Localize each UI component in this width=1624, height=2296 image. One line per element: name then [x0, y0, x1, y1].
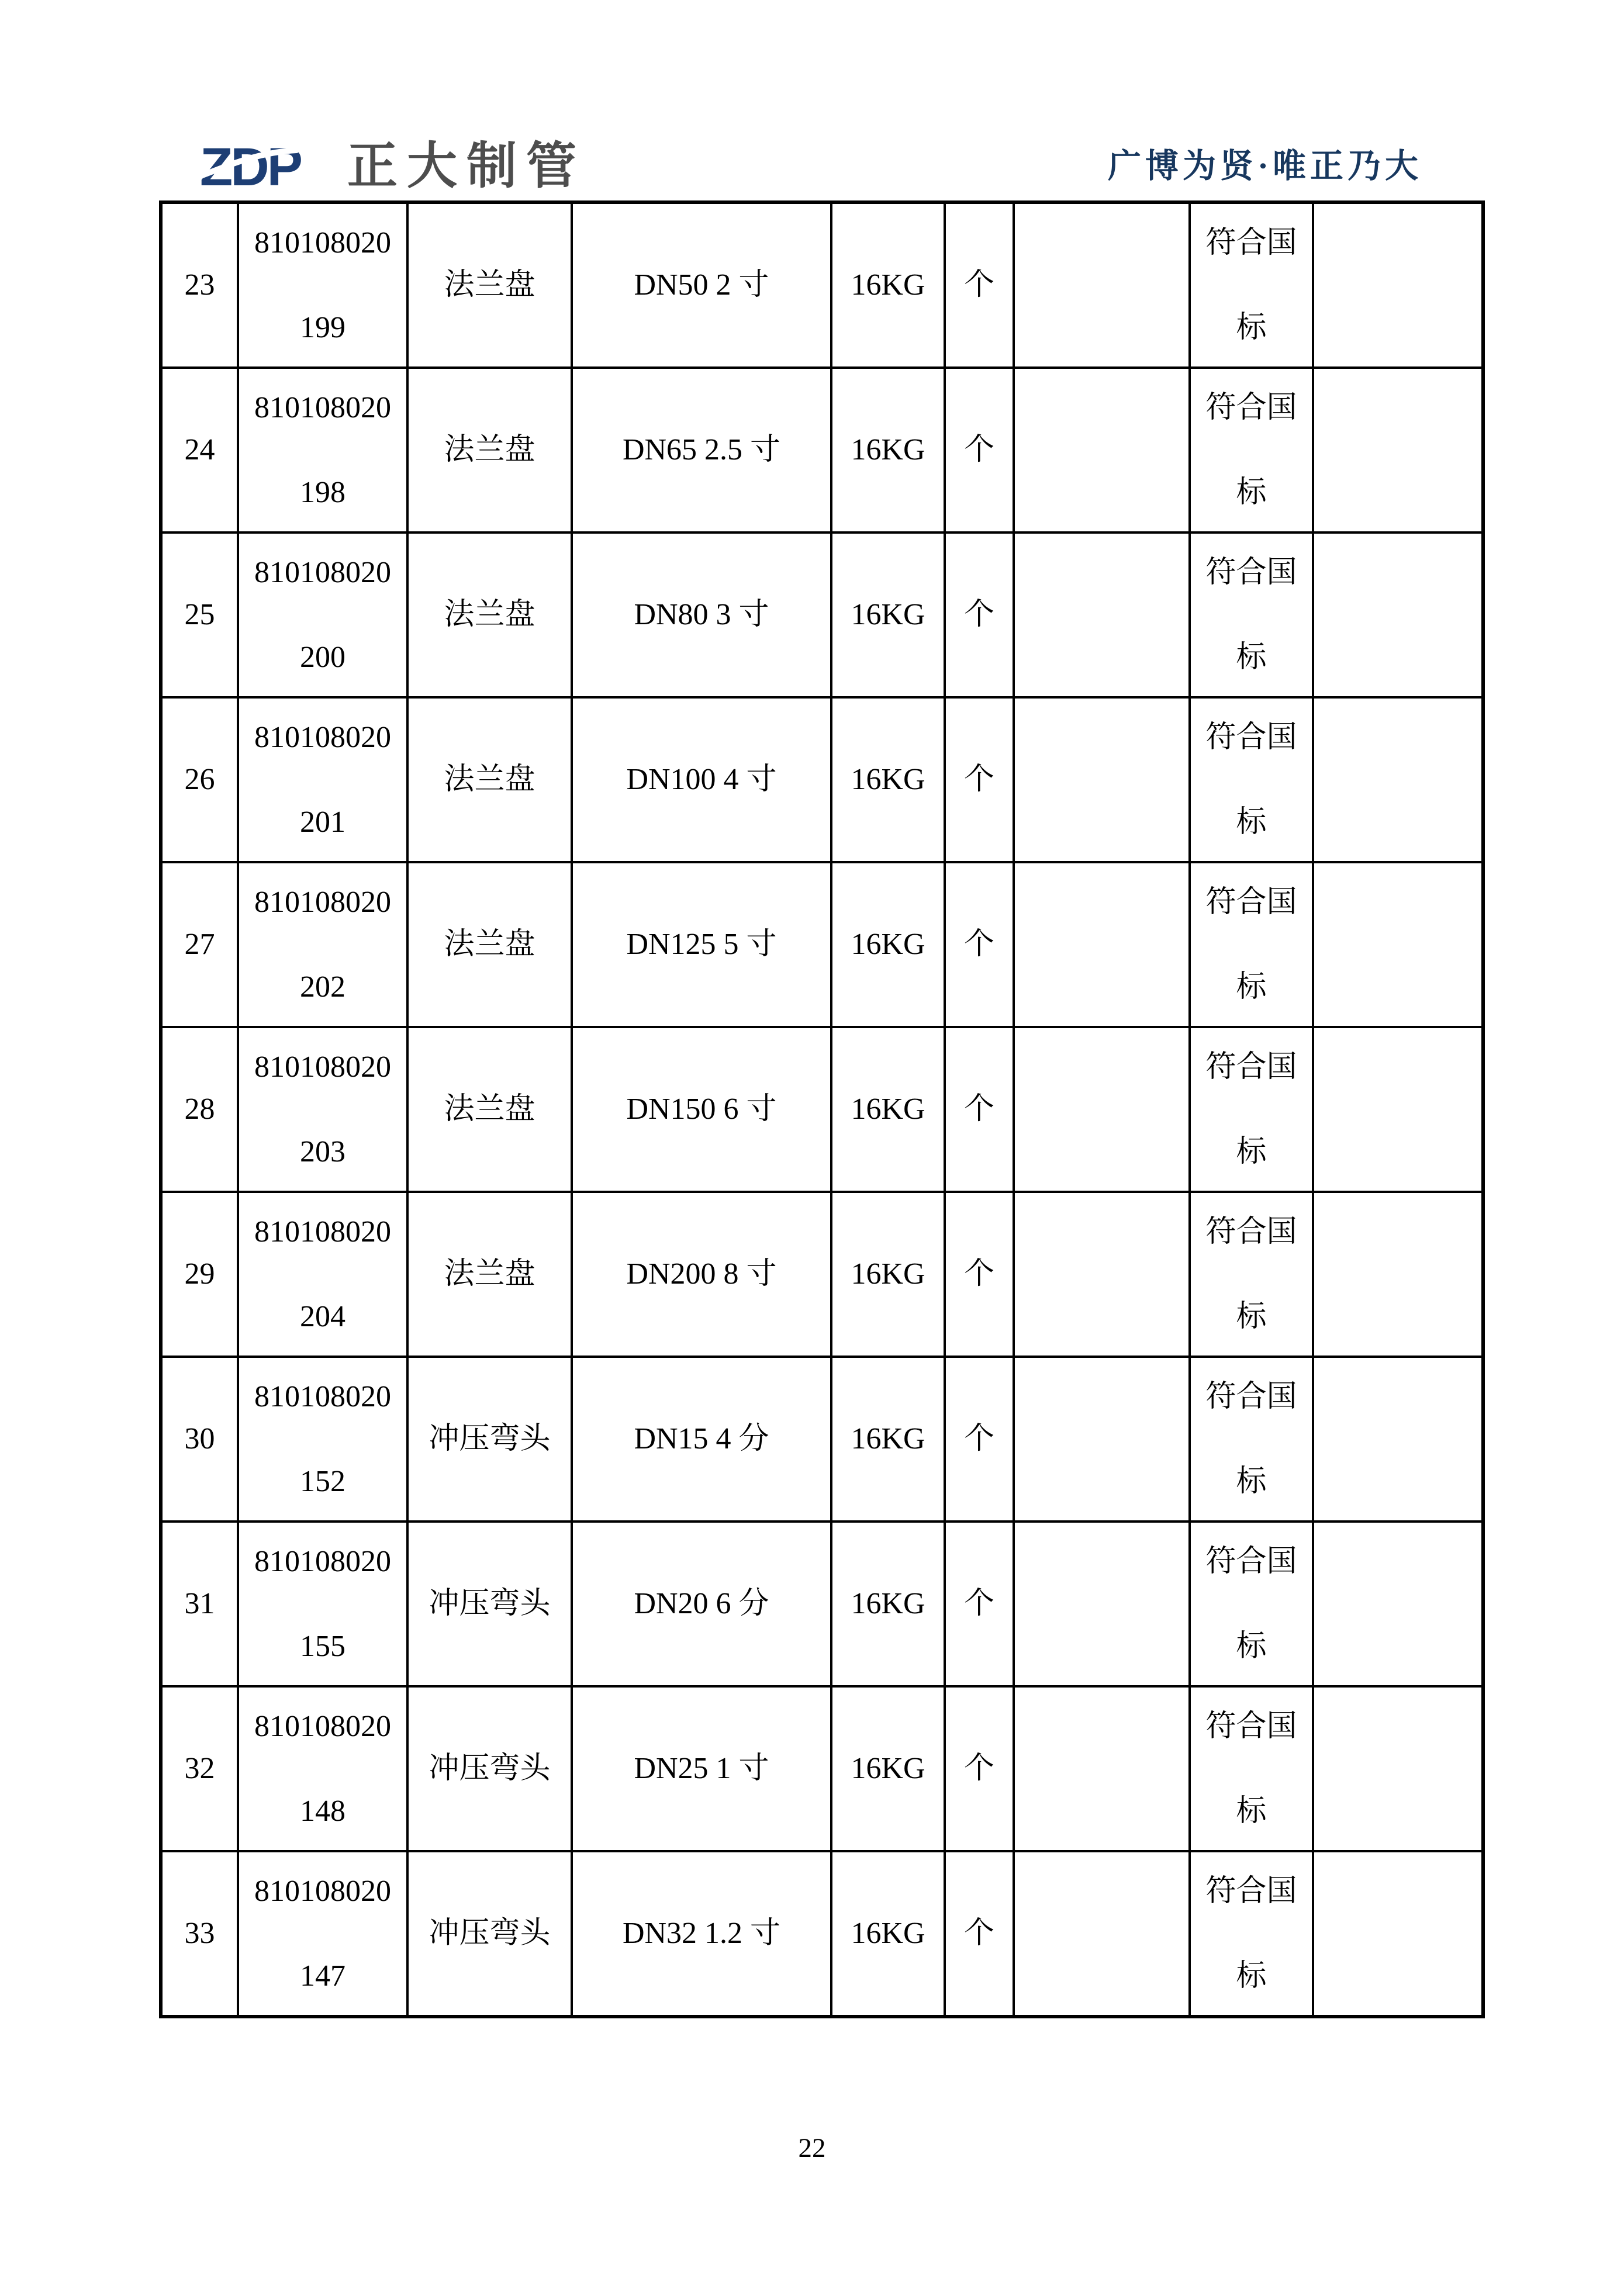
product-code-line1: 810108020	[254, 555, 391, 589]
product-code	[239, 1875, 406, 1993]
spec-value: DN15 4 分	[634, 1422, 769, 1456]
empty-cell-7	[1014, 862, 1190, 1027]
unit-value: 个	[963, 1092, 994, 1126]
empty-cell-7	[1014, 1686, 1190, 1851]
pressure-cell	[831, 368, 945, 532]
product-code	[239, 226, 406, 344]
pressure-value: 16KG	[851, 1422, 925, 1456]
unit-cell	[945, 697, 1014, 862]
standard-note-line1: 符合国	[1205, 1379, 1297, 1413]
row-number: 27	[184, 928, 215, 962]
spec-value: DN32 1.2 寸	[622, 1917, 781, 1951]
standard-cell	[1190, 1851, 1313, 2017]
product-name-cell	[407, 1027, 572, 1192]
standard-note-line1: 符合国	[1205, 390, 1297, 424]
product-name-cell	[407, 368, 572, 532]
standard-note-line1: 符合国	[1205, 1050, 1297, 1084]
row-number: 31	[184, 1587, 215, 1621]
product-code	[239, 391, 406, 509]
row-number: 33	[184, 1917, 215, 1951]
row-number-cell	[161, 1851, 238, 2017]
unit-value: 个	[963, 268, 994, 302]
empty-cell-9	[1313, 1851, 1483, 2017]
product-code-line1: 810108020	[254, 1709, 391, 1743]
spec-cell	[572, 202, 831, 368]
table-row	[161, 1357, 1483, 1522]
spec-value: DN200 8 寸	[626, 1257, 777, 1291]
product-code-cell	[238, 368, 407, 532]
product-code-cell	[238, 1522, 407, 1686]
unit-cell	[945, 368, 1014, 532]
empty-cell-7	[1014, 1192, 1190, 1357]
standard-note	[1191, 1545, 1312, 1663]
empty-cell-9	[1313, 1027, 1483, 1192]
unit-value: 个	[963, 1917, 994, 1951]
empty-cell-9	[1313, 1357, 1483, 1522]
empty-cell-7	[1014, 532, 1190, 697]
standard-cell	[1190, 1027, 1313, 1192]
unit-cell	[945, 202, 1014, 368]
pressure-value: 16KG	[851, 1752, 925, 1786]
pressure-value: 16KG	[851, 1092, 925, 1126]
standard-cell	[1190, 1357, 1313, 1522]
product-name-cell	[407, 1851, 572, 2017]
standard-note-line2: 标	[1236, 970, 1267, 1004]
product-code	[239, 1215, 406, 1333]
spec-cell	[572, 1851, 831, 2017]
spec-cell	[572, 1522, 831, 1686]
standard-note-line1: 符合国	[1205, 1874, 1297, 1908]
product-code-line2: 200	[300, 641, 345, 674]
spec-value: DN25 1 寸	[634, 1752, 769, 1786]
product-code-line1: 810108020	[254, 1215, 391, 1249]
standard-cell	[1190, 1192, 1313, 1357]
product-code	[239, 886, 406, 1004]
table-row	[161, 1192, 1483, 1357]
row-number: 23	[184, 268, 215, 302]
unit-value: 个	[963, 433, 994, 467]
row-number: 29	[184, 1257, 215, 1291]
pressure-value: 16KG	[851, 1917, 925, 1951]
standard-note	[1191, 226, 1312, 344]
row-number-cell	[161, 1192, 238, 1357]
product-name: 冲压弯头	[429, 1587, 551, 1621]
standard-note-line2: 标	[1236, 1135, 1267, 1168]
product-table-body	[161, 202, 1483, 2017]
product-code-cell	[238, 532, 407, 697]
empty-cell-9	[1313, 697, 1483, 862]
unit-cell	[945, 1027, 1014, 1192]
row-number: 28	[184, 1092, 215, 1126]
standard-note	[1191, 1215, 1312, 1333]
empty-cell-9	[1313, 532, 1483, 697]
product-name: 冲压弯头	[429, 1917, 551, 1951]
unit-value: 个	[963, 1752, 994, 1786]
empty-cell-7	[1014, 1357, 1190, 1522]
product-code-line2: 148	[300, 1794, 345, 1828]
pressure-value: 16KG	[851, 928, 925, 962]
product-name: 法兰盘	[444, 1092, 535, 1126]
standard-note	[1191, 1710, 1312, 1828]
product-name: 法兰盘	[444, 763, 535, 797]
spec-cell	[572, 1192, 831, 1357]
product-code-line1: 810108020	[254, 1379, 391, 1413]
row-number-cell	[161, 532, 238, 697]
spec-cell	[572, 862, 831, 1027]
product-name: 法兰盘	[444, 433, 535, 467]
product-name: 法兰盘	[444, 928, 535, 962]
table-row	[161, 532, 1483, 697]
standard-note	[1191, 1050, 1312, 1168]
product-name-cell	[407, 532, 572, 697]
product-code-line2: 198	[300, 476, 345, 509]
row-number-cell	[161, 862, 238, 1027]
empty-cell-9	[1313, 862, 1483, 1027]
product-name-cell	[407, 1357, 572, 1522]
spec-cell	[572, 1686, 831, 1851]
spec-value: DN150 6 寸	[626, 1092, 777, 1126]
spec-value: DN100 4 寸	[626, 763, 777, 797]
unit-cell	[945, 1522, 1014, 1686]
product-name: 冲压弯头	[429, 1422, 551, 1456]
unit-value: 个	[963, 1422, 994, 1456]
empty-cell-7	[1014, 1851, 1190, 2017]
row-number: 32	[184, 1752, 215, 1786]
standard-cell	[1190, 202, 1313, 368]
pressure-value: 16KG	[851, 268, 925, 302]
standard-note-line2: 标	[1236, 1465, 1267, 1498]
standard-note	[1191, 721, 1312, 839]
standard-note-line2: 标	[1236, 805, 1267, 839]
company-motto: 广博为贤·唯正乃大	[1107, 147, 1422, 185]
product-code-cell	[238, 1357, 407, 1522]
product-code-cell	[238, 202, 407, 368]
product-code-cell	[238, 1686, 407, 1851]
standard-note	[1191, 1875, 1312, 1993]
row-number-cell	[161, 1522, 238, 1686]
pressure-cell	[831, 697, 945, 862]
product-code-line2: 152	[300, 1465, 345, 1498]
pressure-cell	[831, 1522, 945, 1686]
unit-cell	[945, 1357, 1014, 1522]
standard-note-line2: 标	[1236, 476, 1267, 509]
zdp-logo-icon	[200, 141, 330, 191]
pressure-cell	[831, 862, 945, 1027]
empty-cell-9	[1313, 368, 1483, 532]
unit-value: 个	[963, 1587, 994, 1621]
row-number: 25	[184, 598, 215, 632]
empty-cell-7	[1014, 368, 1190, 532]
standard-note-line2: 标	[1236, 1300, 1267, 1333]
empty-cell-7	[1014, 1027, 1190, 1192]
product-name: 法兰盘	[444, 268, 535, 302]
row-number-cell	[161, 697, 238, 862]
product-code-line1: 810108020	[254, 885, 391, 919]
pressure-cell	[831, 1357, 945, 1522]
product-code-line2: 199	[300, 311, 345, 344]
table-row	[161, 1027, 1483, 1192]
product-name-cell	[407, 1522, 572, 1686]
spec-cell	[572, 532, 831, 697]
product-code-line2: 147	[300, 1959, 345, 1993]
product-code-cell	[238, 1027, 407, 1192]
spec-cell	[572, 697, 831, 862]
spec-value: DN125 5 寸	[626, 928, 777, 962]
row-number-cell	[161, 1357, 238, 1522]
product-code-line2: 203	[300, 1135, 345, 1168]
product-code-line1: 810108020	[254, 720, 391, 754]
spec-value: DN20 6 分	[634, 1587, 769, 1621]
pressure-value: 16KG	[851, 433, 925, 467]
standard-note-line1: 符合国	[1205, 885, 1297, 919]
empty-cell-7	[1014, 1522, 1190, 1686]
product-name-cell	[407, 697, 572, 862]
standard-note-line2: 标	[1236, 311, 1267, 344]
product-code	[239, 556, 406, 674]
spec-cell	[572, 1027, 831, 1192]
standard-cell	[1190, 862, 1313, 1027]
product-table	[159, 200, 1485, 2018]
standard-note-line1: 符合国	[1205, 226, 1297, 260]
company-logo	[200, 138, 586, 194]
product-code-line1: 810108020	[254, 390, 391, 424]
product-code-cell	[238, 1192, 407, 1357]
standard-note-line2: 标	[1236, 1959, 1267, 1993]
pressure-cell	[831, 1851, 945, 2017]
product-code	[239, 1710, 406, 1828]
product-code	[239, 1380, 406, 1498]
row-number-cell	[161, 202, 238, 368]
product-name-cell	[407, 202, 572, 368]
product-name: 法兰盘	[444, 598, 535, 632]
spec-value: DN65 2.5 寸	[622, 433, 781, 467]
spec-cell	[572, 1357, 831, 1522]
product-name-cell	[407, 1192, 572, 1357]
empty-cell-9	[1313, 1192, 1483, 1357]
product-code-line2: 204	[300, 1300, 345, 1333]
standard-cell	[1190, 368, 1313, 532]
pressure-cell	[831, 532, 945, 697]
page-header	[159, 136, 1484, 196]
unit-cell	[945, 532, 1014, 697]
table-row	[161, 1686, 1483, 1851]
standard-note-line1: 符合国	[1205, 720, 1297, 754]
product-code	[239, 1050, 406, 1168]
product-code	[239, 1545, 406, 1663]
row-number: 24	[184, 433, 215, 467]
empty-cell-7	[1014, 202, 1190, 368]
product-code-cell	[238, 697, 407, 862]
unit-value: 个	[963, 598, 994, 632]
row-number-cell	[161, 368, 238, 532]
unit-cell	[945, 1192, 1014, 1357]
pressure-value: 16KG	[851, 1587, 925, 1621]
pressure-cell	[831, 202, 945, 368]
product-name: 冲压弯头	[429, 1752, 551, 1786]
standard-note	[1191, 556, 1312, 674]
pressure-cell	[831, 1027, 945, 1192]
product-code-line1: 810108020	[254, 1544, 391, 1578]
table-row	[161, 368, 1483, 532]
company-name: 正大制管	[347, 138, 586, 194]
spec-value: DN80 3 寸	[634, 598, 769, 632]
pressure-value: 16KG	[851, 1257, 925, 1291]
product-code-line2: 202	[300, 970, 345, 1004]
row-number-cell	[161, 1686, 238, 1851]
standard-cell	[1190, 532, 1313, 697]
product-code-line2: 201	[300, 805, 345, 839]
unit-cell	[945, 862, 1014, 1027]
empty-cell-9	[1313, 1522, 1483, 1686]
product-name-cell	[407, 1686, 572, 1851]
row-number: 30	[184, 1422, 215, 1456]
empty-cell-9	[1313, 202, 1483, 368]
standard-note-line1: 符合国	[1205, 1215, 1297, 1249]
standard-note-line2: 标	[1236, 1794, 1267, 1828]
standard-note-line2: 标	[1236, 1630, 1267, 1663]
standard-note	[1191, 391, 1312, 509]
standard-note-line2: 标	[1236, 641, 1267, 674]
product-code-line1: 810108020	[254, 1874, 391, 1908]
spec-value: DN50 2 寸	[634, 268, 769, 302]
product-name-cell	[407, 862, 572, 1027]
product-code-cell	[238, 1851, 407, 2017]
page-number: 22	[798, 2133, 826, 2163]
row-number-cell	[161, 1027, 238, 1192]
empty-cell-7	[1014, 697, 1190, 862]
spec-cell	[572, 368, 831, 532]
standard-cell	[1190, 1686, 1313, 1851]
unit-cell	[945, 1851, 1014, 2017]
product-code-line1: 810108020	[254, 226, 391, 260]
product-code	[239, 721, 406, 839]
pressure-value: 16KG	[851, 598, 925, 632]
unit-value: 个	[963, 763, 994, 797]
table-row	[161, 862, 1483, 1027]
pressure-cell	[831, 1686, 945, 1851]
empty-cell-9	[1313, 1686, 1483, 1851]
pressure-value: 16KG	[851, 763, 925, 797]
standard-note-line1: 符合国	[1205, 1544, 1297, 1578]
unit-value: 个	[963, 928, 994, 962]
zdp-logo-text: ZDP	[200, 141, 300, 191]
row-number: 26	[184, 763, 215, 797]
unit-value: 个	[963, 1257, 994, 1291]
standard-note-line1: 符合国	[1205, 1709, 1297, 1743]
standard-cell	[1190, 697, 1313, 862]
product-code-line2: 155	[300, 1630, 345, 1663]
product-code-cell	[238, 862, 407, 1027]
table-row	[161, 1851, 1483, 2017]
standard-cell	[1190, 1522, 1313, 1686]
table-row	[161, 697, 1483, 862]
product-name: 法兰盘	[444, 1257, 535, 1291]
pressure-cell	[831, 1192, 945, 1357]
table-row	[161, 202, 1483, 368]
standard-note	[1191, 1380, 1312, 1498]
standard-note	[1191, 886, 1312, 1004]
unit-cell	[945, 1686, 1014, 1851]
standard-note-line1: 符合国	[1205, 555, 1297, 589]
table-row	[161, 1522, 1483, 1686]
product-code-line1: 810108020	[254, 1050, 391, 1084]
